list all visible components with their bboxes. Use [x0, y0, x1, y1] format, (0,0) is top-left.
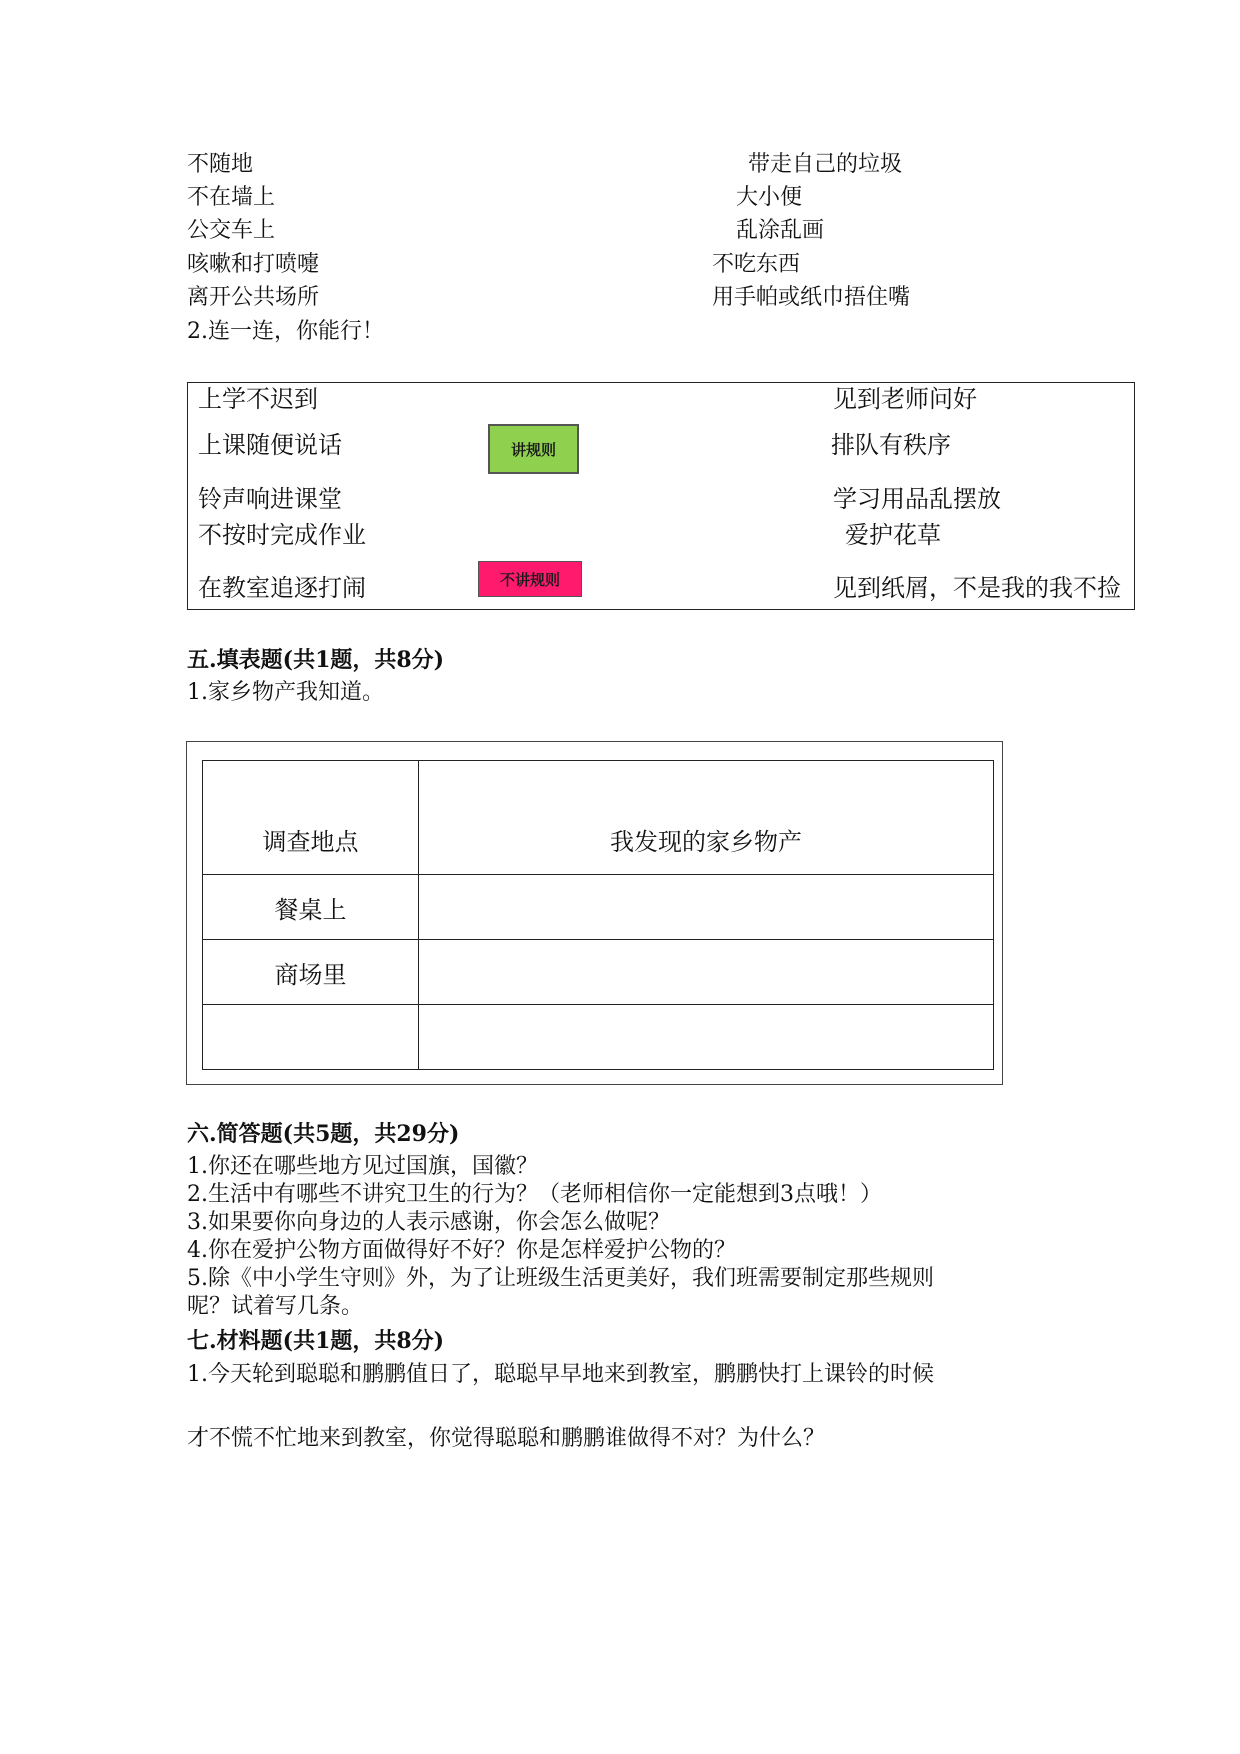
activity-right-5: 用手帕或纸巾捂住嘴 [712, 285, 911, 310]
header-products-text: 我发现的家乡物产 [610, 828, 802, 856]
activity-left-4: 咳嗽和打喷嚏 [187, 252, 320, 277]
section7-heading: 七.材料题(共1题，共8分) [187, 1328, 445, 1354]
tag-break-rules[interactable]: 不讲规则 [478, 561, 582, 597]
tag-follow-rules[interactable]: 讲规则 [488, 424, 579, 474]
section5-q1: 1.家乡物产我知道。 [187, 680, 384, 705]
section6-q5-cont: 呢？试着写几条。 [187, 1294, 364, 1319]
row2-location: 商场里 [203, 940, 419, 1005]
activity-left-2: 不在墙上 [187, 185, 276, 210]
match-right-5[interactable]: 见到纸屑，不是我的我不捡 [833, 574, 1121, 602]
activity-right-2: 大小便 [736, 185, 803, 210]
table-row [203, 875, 994, 940]
section7-q1-line2: 才不慌不忙地来到教室，你觉得聪聪和鹏鹏谁做得不对？为什么？ [187, 1426, 826, 1451]
section6-heading: 六.简答题(共5题，共29分) [187, 1121, 460, 1147]
survey-table-frame [186, 741, 1003, 1085]
match-left-5[interactable]: 在教室追逐打闹 [198, 574, 366, 602]
table-header-row [203, 761, 994, 875]
match-left-3[interactable]: 铃声响进课堂 [198, 485, 342, 513]
section6-q2: 2.生活中有哪些不讲究卫生的行为？（老师相信你一定能想到3点哦！） [187, 1182, 882, 1207]
row3-products-cell[interactable] [419, 1005, 994, 1070]
activity-right-1: 带走自己的垃圾 [748, 152, 903, 177]
activity-right-4: 不吃东西 [712, 252, 801, 277]
matching-box [187, 382, 1135, 610]
section7-q1-line1: 1.今天轮到聪聪和鹏鹏值日了，聪聪早早地来到教室，鹏鹏快打上课铃的时候 [187, 1362, 934, 1387]
match-right-2[interactable]: 排队有秩序 [831, 431, 951, 459]
section6-q5: 5.除《中小学生守则》外，为了让班级生活更美好，我们班需要制定那些规则 [187, 1266, 934, 1291]
section6-q1: 1.你还在哪些地方见过国旗，国徽？ [187, 1154, 538, 1179]
table-row [203, 1005, 994, 1070]
match-left-4[interactable]: 不按时完成作业 [198, 521, 366, 549]
header-location-text: 调查地点 [262, 828, 359, 856]
row3-location-cell[interactable] [203, 1005, 419, 1070]
row1-products-cell[interactable] [419, 875, 994, 940]
header-products [419, 761, 994, 875]
table-row [203, 940, 994, 1005]
match-left-2[interactable]: 上课随便说话 [198, 431, 342, 459]
survey-table [202, 760, 994, 1070]
section6-q4: 4.你在爱护公物方面做得好不好？你是怎样爱护公物的？ [187, 1238, 736, 1263]
match-right-4[interactable]: 爱护花草 [845, 521, 941, 549]
match-left-1[interactable]: 上学不迟到 [198, 385, 318, 413]
activity-left-1: 不随地 [187, 152, 254, 177]
activity-right-3: 乱涂乱画 [736, 218, 825, 243]
activity-left-3: 公交车上 [187, 218, 276, 243]
row2-products-cell[interactable] [419, 940, 994, 1005]
section6-q3: 3.如果要你向身边的人表示感谢，你会怎么做呢？ [187, 1210, 670, 1235]
q2-title: 2.连一连，你能行！ [187, 319, 384, 344]
section5-heading: 五.填表题(共1题，共8分) [187, 647, 445, 673]
header-location [203, 761, 419, 875]
match-right-1[interactable]: 见到老师问好 [833, 385, 977, 413]
row1-location: 餐桌上 [203, 875, 419, 940]
match-right-3[interactable]: 学习用品乱摆放 [833, 485, 1001, 513]
activity-left-5: 离开公共场所 [187, 285, 320, 310]
